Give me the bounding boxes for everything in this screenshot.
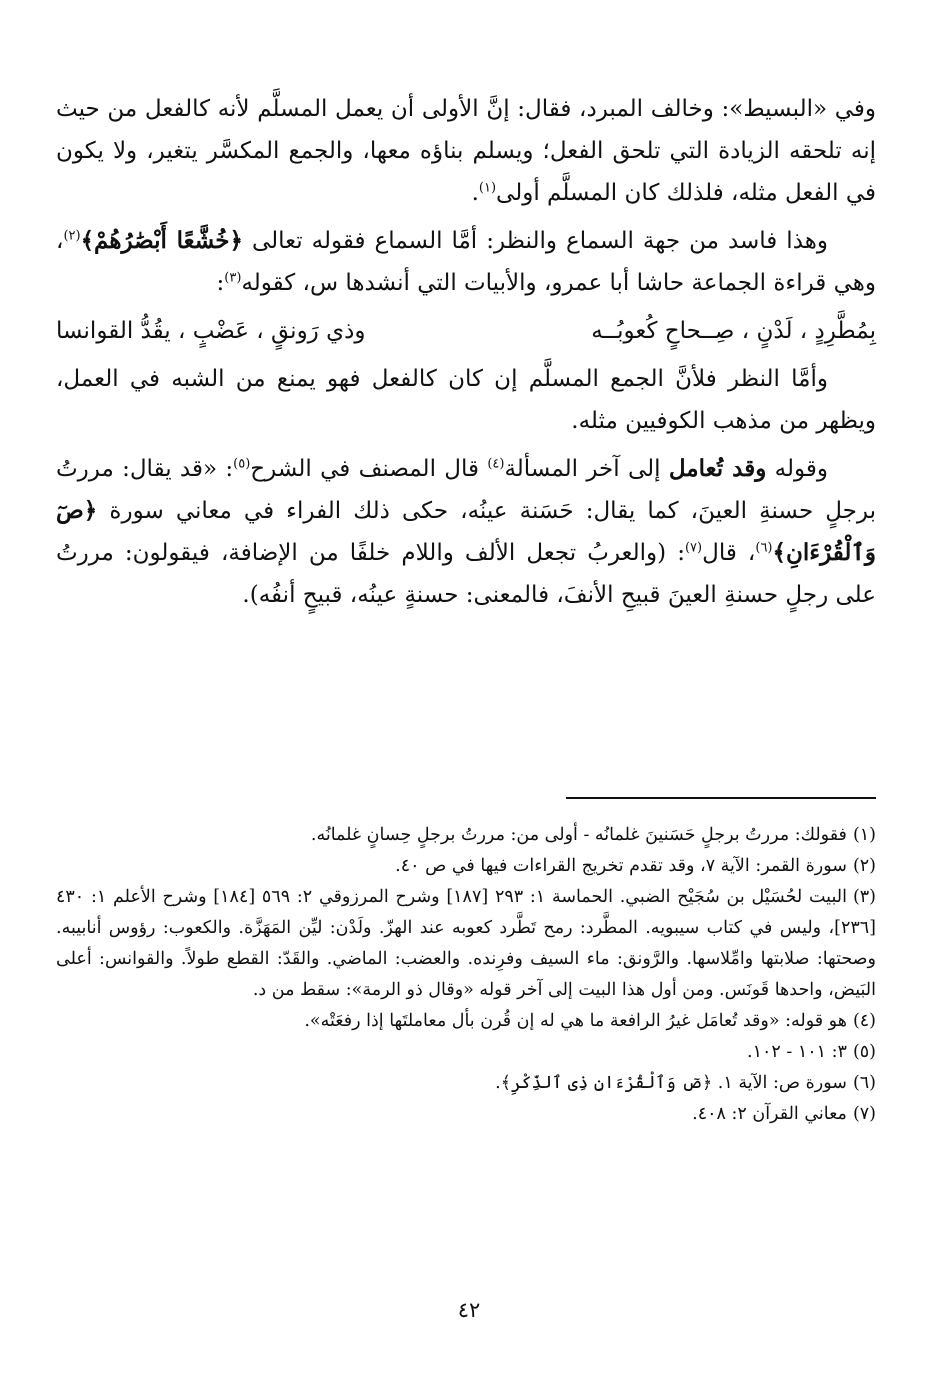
footnote-1: (١)فقولك: مررتُ برجلٍ حَسَنينَ غلمانُه - أولى من: مررتُ برجلٍ حِسانٍ غلمانُه. [310, 825, 876, 845]
footnote-ref[interactable]: (٧) [684, 540, 703, 556]
footnote-ref[interactable]: (١) [478, 180, 497, 196]
footnote-ref[interactable]: (٣) [224, 270, 242, 286]
poetry-verse [56, 310, 876, 352]
bold-quote: وقد تُعامل [668, 455, 767, 482]
footnotes [56, 820, 876, 1130]
verse-first-hemistich: بِمُطَّرِدٍ ، لَدْنٍ ، صِــحاحٍ كُعوبُــه [591, 318, 876, 344]
footnote-2: (٢)سورة القمر: الآية ٧، وقد تقدم تخريج القراءات فيها في ص ٤٠. [395, 856, 876, 876]
footnote-ref[interactable]: (٥) [233, 456, 251, 472]
footnote-7: (٧)معاني القرآن ٢: ٤٠٨. [692, 1104, 876, 1124]
footnote-ref[interactable]: (٦) [755, 540, 773, 556]
footnote-ref[interactable]: (٢) [63, 228, 81, 244]
footnote-ref[interactable]: (٤) [487, 456, 505, 472]
paragraph-1: وفي «البسيط»: وخالف المبرد، فقال: إنَّ الأولى أن يعمل المسلَّم لأنه كالفعل من حيث إنه تلحقه الزيادة التي تلحق الفعل؛ ويسلم بناؤه معها، والجمع المكسَّر يتغير، ولا يكون في الفعل مثله، فلذلك كان المسلَّم أولى$^{(١)}$. [56, 96, 876, 206]
footnote-3: (٣)البيت لحُسَيْل بن سُجَيْح الضبي. الحماسة ١: ٢٩٣ [١٨٧] وشرح المرزوقي ٢: ٥٦٩ [١٨٤] وشرح الأعلم ١: ٤٣٠ [٢٣٦]، وليس في كتاب سيبويه. المطَّرد: رمح تَطَّرد كعوبه عند الهزّ. ولَدْن: ليِّن المَهَزَّة. والكعوب: رؤوس أنابيبه. وصحتها: صلابتها وامِّلاسها. والرَّونق: ماء السيف وفرِنده. والعضب: الماضي. والقَدّ: القطع طولاً. والقوانس: أعلى البَيض، واحدها قَونَس. ومن أول هذا البيت إلى آخر قوله «وقال ذو الرمة»: سقط من د. [56, 887, 876, 1000]
main-text [56, 88, 876, 622]
page-number: ٤٢ [457, 1298, 481, 1322]
footnote-6: (٦)سورة ص: الآية ١. ﴿صٓ وَٱلْقُرْءَانِ ذِى ٱلذِّكْرِ﴾. [495, 1073, 876, 1093]
verse-second-hemistich: وذي رَونقٍ ، عَضْبٍ ، يقُدُّ القوانسا [56, 318, 366, 344]
footnote-5: (٥)٣: ١٠١ - ١٠٢. [747, 1042, 876, 1062]
quran-verse: ﴿صٓ وَٱلْقُرْءَانِ﴾ [56, 497, 876, 566]
paragraph-4: وقوله وقد تُعامل إلى آخر المسألة$^{(٤)}$ قال المصنف في الشرح$^{(٥)}$: «قد يقال: مررتُ برجلٍ حسنةِ العينَ، كما يقال: حَسَنة عينُه، حكى ذلك الفراء في معاني سورة ﴿صٓ وَٱلْقُرْءَانِ﴾$^{(٦)}$، قال$^{(٧)}$: (والعربُ تجعل الألف واللام خلفًا من الإضافة، فيقولون: مررتُ على رجلٍ حسنةِ العينَ قبيحِ الأنفَ، فالمعنى: حسنةٍ عينُه، قبيحٍ أنفُه). [56, 455, 876, 608]
quran-verse: ﴿خُشَّعًا أَبْصَٰرُهُمْ﴾ [80, 227, 243, 254]
paragraph-3: وأمَّا النظر فلأنَّ الجمع المسلَّم إن كان كالفعل فهو يمنع من الشبه في العمل، ويظهر من مذهب الكوفيين مثله. [56, 366, 876, 434]
footnote-separator [566, 797, 876, 799]
footnote-4: (٤)هو قوله: «وقد تُعامَل غيرُ الرافعة ما هي له إن قُرن بأل معاملتَها إذا رفعَتْه». [304, 1011, 876, 1031]
paragraph-2: وهذا فاسد من جهة السماع والنظر: أمَّا السماع فقوله تعالى ﴿خُشَّعًا أَبْصَٰرُهُمْ﴾$^{(٢)}$، وهي قراءة الجماعة حاشا أبا عمرو، والأبيات التي أنشدها س، كقوله$^{(٣)}$: [56, 227, 876, 296]
